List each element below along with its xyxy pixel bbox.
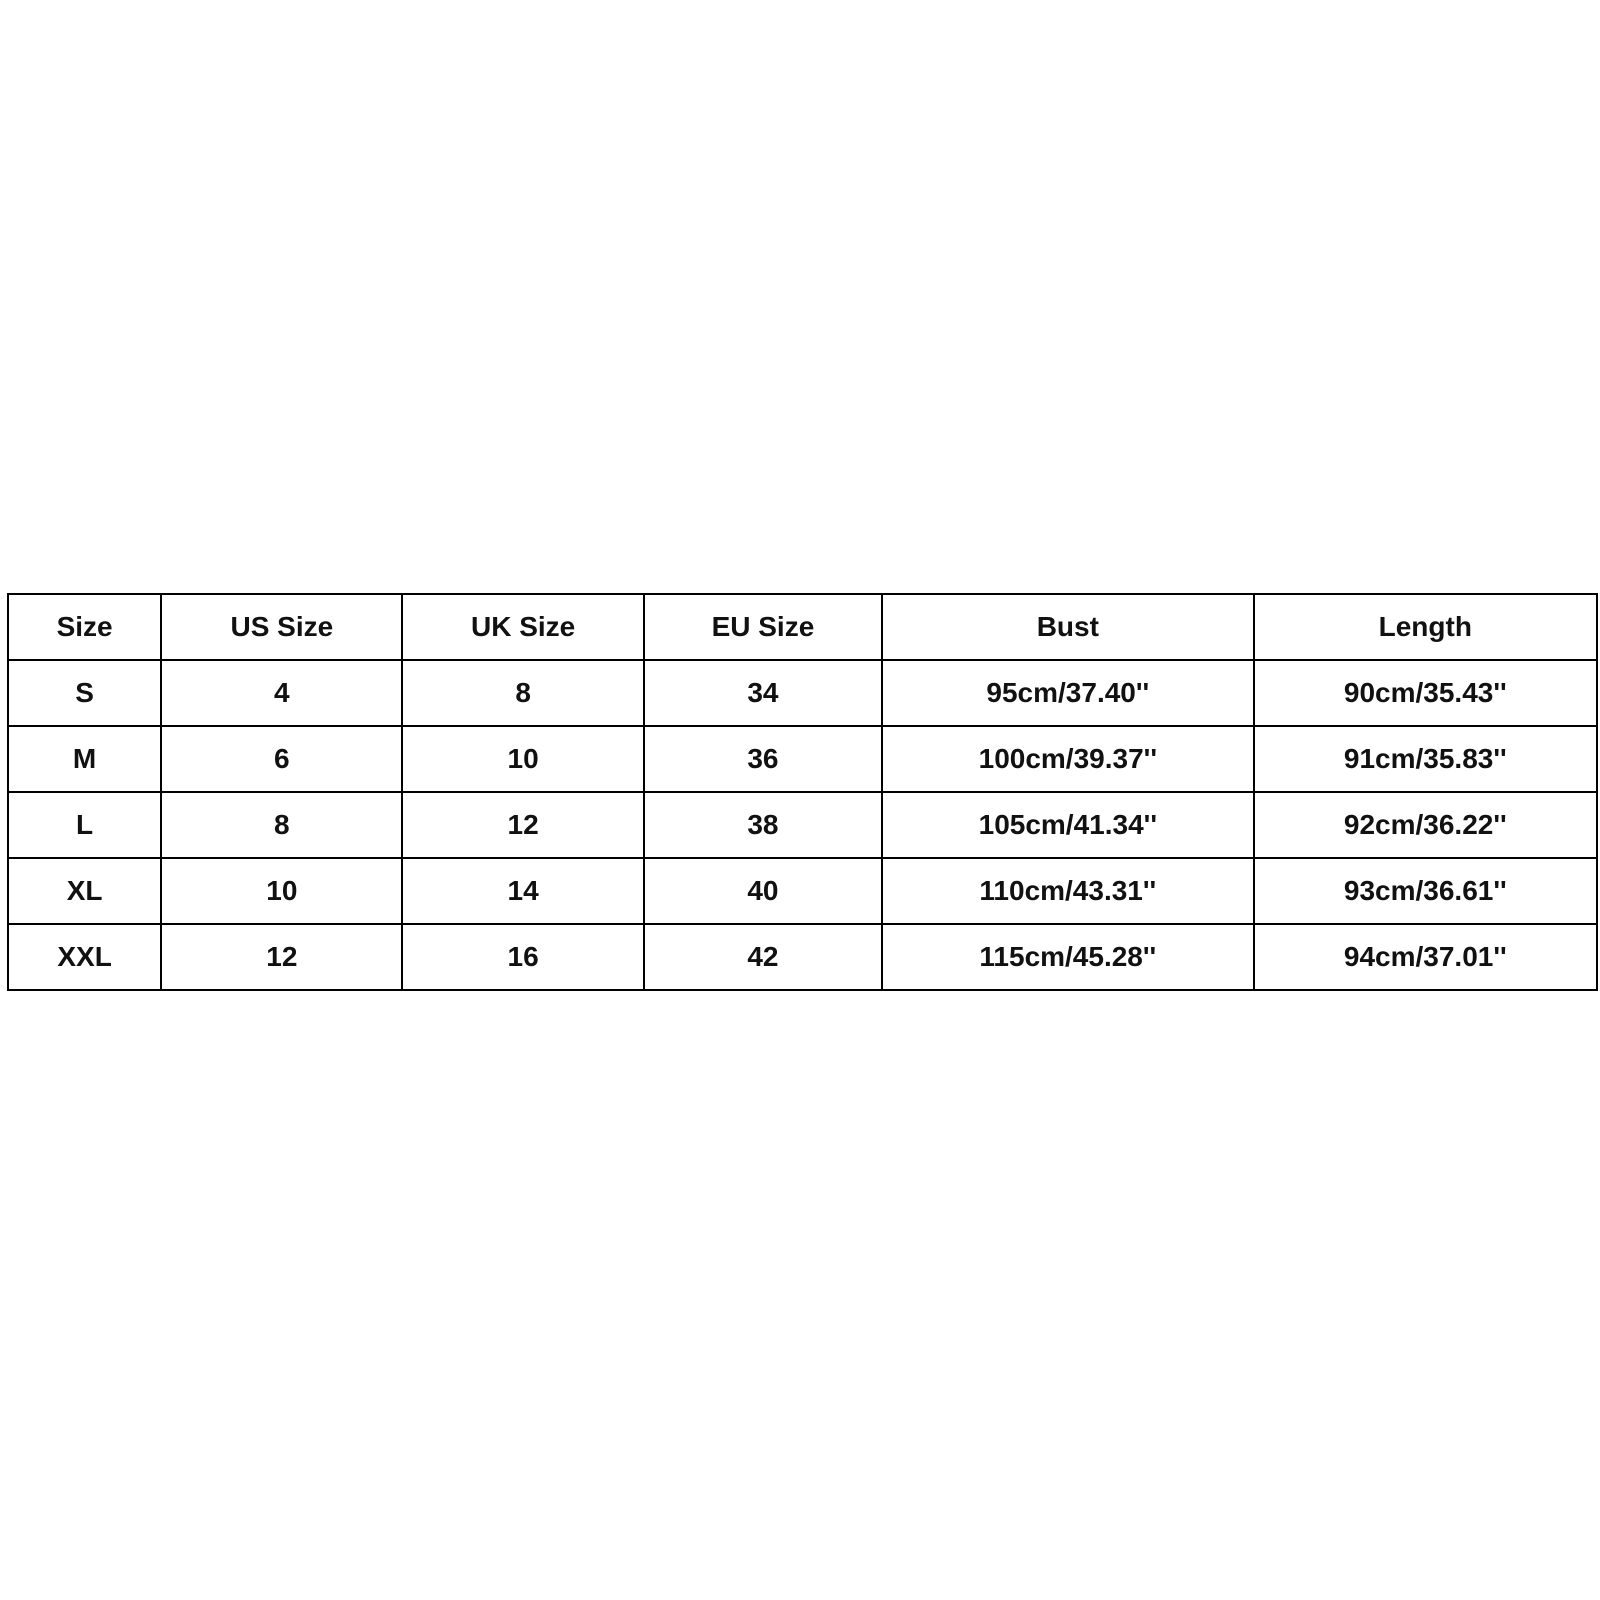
cell-us-size: 6 [161,726,402,792]
cell-us-size: 8 [161,792,402,858]
cell-us-size: 10 [161,858,402,924]
table-row [8,660,1597,726]
header-bust: Bust [882,594,1253,660]
header-length: Length [1254,594,1597,660]
cell-eu-size: 40 [644,858,882,924]
header-uk-size: UK Size [402,594,643,660]
cell-uk-size: 10 [402,726,643,792]
cell-size: M [8,726,161,792]
cell-length: 94cm/37.01'' [1254,924,1597,990]
cell-uk-size: 16 [402,924,643,990]
cell-size: L [8,792,161,858]
cell-length: 93cm/36.61'' [1254,858,1597,924]
cell-uk-size: 14 [402,858,643,924]
size-chart-table [7,593,1598,991]
header-eu-size: EU Size [644,594,882,660]
table-row [8,858,1597,924]
cell-bust: 100cm/39.37'' [882,726,1253,792]
cell-length: 90cm/35.43'' [1254,660,1597,726]
cell-uk-size: 12 [402,792,643,858]
cell-bust: 115cm/45.28'' [882,924,1253,990]
cell-eu-size: 42 [644,924,882,990]
table-row [8,792,1597,858]
table-header-row [8,594,1597,660]
cell-us-size: 4 [161,660,402,726]
table-row [8,726,1597,792]
header-size: Size [8,594,161,660]
cell-uk-size: 8 [402,660,643,726]
cell-bust: 95cm/37.40'' [882,660,1253,726]
cell-eu-size: 34 [644,660,882,726]
header-us-size: US Size [161,594,402,660]
cell-bust: 110cm/43.31'' [882,858,1253,924]
cell-length: 92cm/36.22'' [1254,792,1597,858]
cell-eu-size: 38 [644,792,882,858]
cell-bust: 105cm/41.34'' [882,792,1253,858]
cell-length: 91cm/35.83'' [1254,726,1597,792]
table-row [8,924,1597,990]
cell-size: S [8,660,161,726]
cell-us-size: 12 [161,924,402,990]
cell-eu-size: 36 [644,726,882,792]
cell-size: XXL [8,924,161,990]
cell-size: XL [8,858,161,924]
